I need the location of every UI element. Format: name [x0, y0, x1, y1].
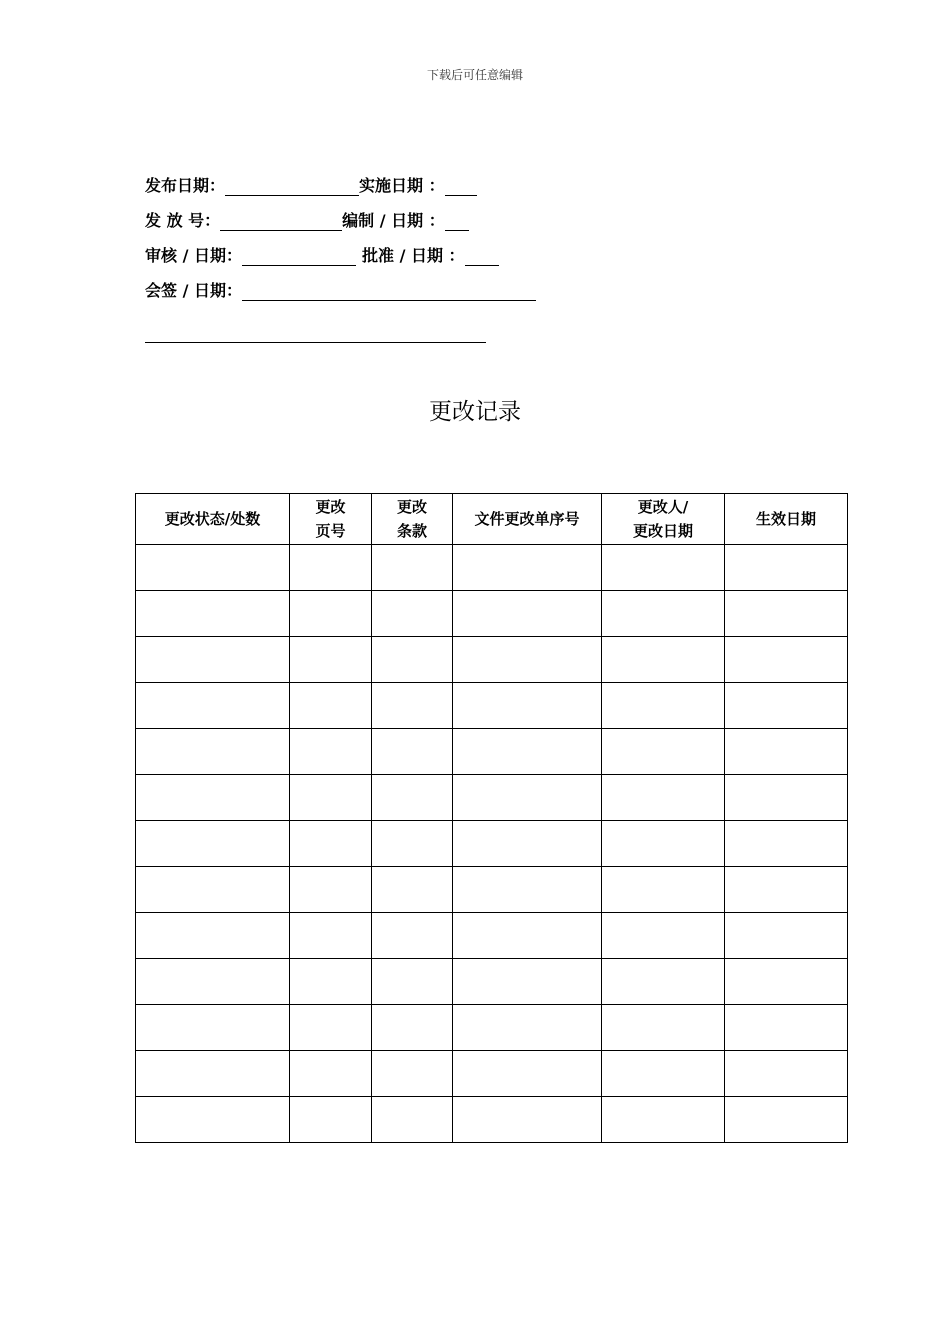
table-cell[interactable] [725, 1005, 848, 1051]
change-log-table [135, 493, 848, 1143]
release-no-label: 发 放 号： [145, 211, 221, 230]
table-cell[interactable] [725, 867, 848, 913]
table-cell[interactable] [372, 775, 453, 821]
implement-date-label: 实施日期 ： [359, 176, 445, 195]
table-cell[interactable] [602, 1097, 725, 1143]
table-cell[interactable] [725, 1051, 848, 1097]
table-cell[interactable] [725, 821, 848, 867]
table-row [136, 729, 848, 775]
table-row [136, 913, 848, 959]
table-cell[interactable] [602, 821, 725, 867]
table-cell[interactable] [372, 913, 453, 959]
table-cell[interactable] [602, 637, 725, 683]
separator-line [145, 342, 486, 343]
table-cell[interactable] [136, 1097, 290, 1143]
table-cell[interactable] [602, 729, 725, 775]
table-cell[interactable] [453, 867, 602, 913]
table-body [136, 545, 848, 1143]
release-no-line [145, 211, 469, 231]
approve-blank[interactable] [465, 249, 499, 266]
table-cell[interactable] [290, 913, 372, 959]
table-cell[interactable] [136, 1005, 290, 1051]
compile-blank[interactable] [445, 214, 469, 231]
countersign-line [145, 281, 536, 301]
table-cell[interactable] [290, 637, 372, 683]
table-cell[interactable] [453, 1097, 602, 1143]
table-cell[interactable] [602, 591, 725, 637]
table-cell[interactable] [290, 1005, 372, 1051]
table-cell[interactable] [372, 591, 453, 637]
table-row [136, 1005, 848, 1051]
table-cell[interactable] [725, 913, 848, 959]
table-cell[interactable] [453, 1005, 602, 1051]
header-change-clause: 更改 条款 [372, 494, 453, 545]
table-cell[interactable] [136, 821, 290, 867]
header-change-order-no: 文件更改单序号 [453, 494, 602, 545]
table-row [136, 637, 848, 683]
table-cell[interactable] [602, 1051, 725, 1097]
table-cell[interactable] [725, 959, 848, 1005]
release-date-blank[interactable] [225, 179, 359, 196]
table-row [136, 1097, 848, 1143]
table-cell[interactable] [372, 1051, 453, 1097]
table-cell[interactable] [290, 591, 372, 637]
table-cell[interactable] [290, 545, 372, 591]
header-change-status: 更改状态/处数 [136, 494, 290, 545]
table-cell[interactable] [602, 867, 725, 913]
table-cell[interactable] [602, 959, 725, 1005]
table-cell[interactable] [602, 545, 725, 591]
table-cell[interactable] [725, 683, 848, 729]
table-cell[interactable] [136, 545, 290, 591]
table-cell[interactable] [453, 591, 602, 637]
review-line [145, 246, 499, 266]
table-cell[interactable] [453, 959, 602, 1005]
table-cell[interactable] [372, 1005, 453, 1051]
review-blank[interactable] [242, 249, 356, 266]
table-cell[interactable] [136, 637, 290, 683]
table-cell[interactable] [136, 729, 290, 775]
table-cell[interactable] [290, 729, 372, 775]
table-cell[interactable] [136, 775, 290, 821]
table-row [136, 867, 848, 913]
implement-date-blank[interactable] [445, 179, 477, 196]
table-cell[interactable] [725, 591, 848, 637]
table-cell[interactable] [136, 683, 290, 729]
table-cell[interactable] [136, 1051, 290, 1097]
table-cell[interactable] [453, 729, 602, 775]
table-cell[interactable] [372, 683, 453, 729]
page-title: 更改记录 [429, 399, 521, 425]
table-cell[interactable] [372, 1097, 453, 1143]
table-cell[interactable] [725, 729, 848, 775]
table-cell[interactable] [290, 1097, 372, 1143]
countersign-blank[interactable] [242, 284, 536, 301]
table-cell[interactable] [290, 1051, 372, 1097]
table-cell[interactable] [725, 545, 848, 591]
table-row [136, 821, 848, 867]
header-note: 下载后可任意编辑 [426, 68, 523, 82]
table-cell[interactable] [290, 867, 372, 913]
compile-label: 编制 / 日期 ： [342, 211, 445, 230]
table-cell[interactable] [290, 959, 372, 1005]
table-row [136, 591, 848, 637]
table-cell[interactable] [453, 775, 602, 821]
table-cell[interactable] [453, 637, 602, 683]
table-row [136, 775, 848, 821]
table-cell[interactable] [290, 821, 372, 867]
table-cell[interactable] [372, 821, 453, 867]
countersign-label: 会签 / 日期： [145, 281, 242, 300]
table-cell[interactable] [725, 637, 848, 683]
table-cell[interactable] [372, 959, 453, 1005]
table-row [136, 545, 848, 591]
release-no-blank[interactable] [220, 214, 342, 231]
table-cell[interactable] [372, 545, 453, 591]
table-cell[interactable] [725, 1097, 848, 1143]
table-cell[interactable] [372, 867, 453, 913]
table-cell[interactable] [602, 1005, 725, 1051]
review-label: 审核 / 日期： [145, 246, 242, 265]
table-cell[interactable] [453, 913, 602, 959]
table-cell[interactable] [136, 913, 290, 959]
header-change-page: 更改 页号 [290, 494, 372, 545]
table-row [136, 1051, 848, 1097]
table-cell[interactable] [290, 775, 372, 821]
table-row [136, 683, 848, 729]
table-header-row [136, 494, 848, 545]
table-cell[interactable] [602, 775, 725, 821]
table-cell[interactable] [372, 729, 453, 775]
table-cell[interactable] [453, 545, 602, 591]
table-cell[interactable] [136, 959, 290, 1005]
table-cell[interactable] [290, 683, 372, 729]
release-date-label: 发布日期： [145, 176, 226, 195]
table-cell[interactable] [602, 913, 725, 959]
table-cell[interactable] [136, 591, 290, 637]
table-cell[interactable] [725, 775, 848, 821]
table-cell[interactable] [136, 867, 290, 913]
table-cell[interactable] [453, 683, 602, 729]
table-cell[interactable] [453, 821, 602, 867]
table-row [136, 959, 848, 1005]
table-cell[interactable] [372, 637, 453, 683]
header-effective-date: 生效日期 [725, 494, 848, 545]
release-line [145, 176, 477, 196]
table-cell[interactable] [453, 1051, 602, 1097]
table-cell[interactable] [602, 683, 725, 729]
approve-label: 批准 / 日期 ： [362, 246, 465, 265]
header-changer-date: 更改人/ 更改日期 [602, 494, 725, 545]
